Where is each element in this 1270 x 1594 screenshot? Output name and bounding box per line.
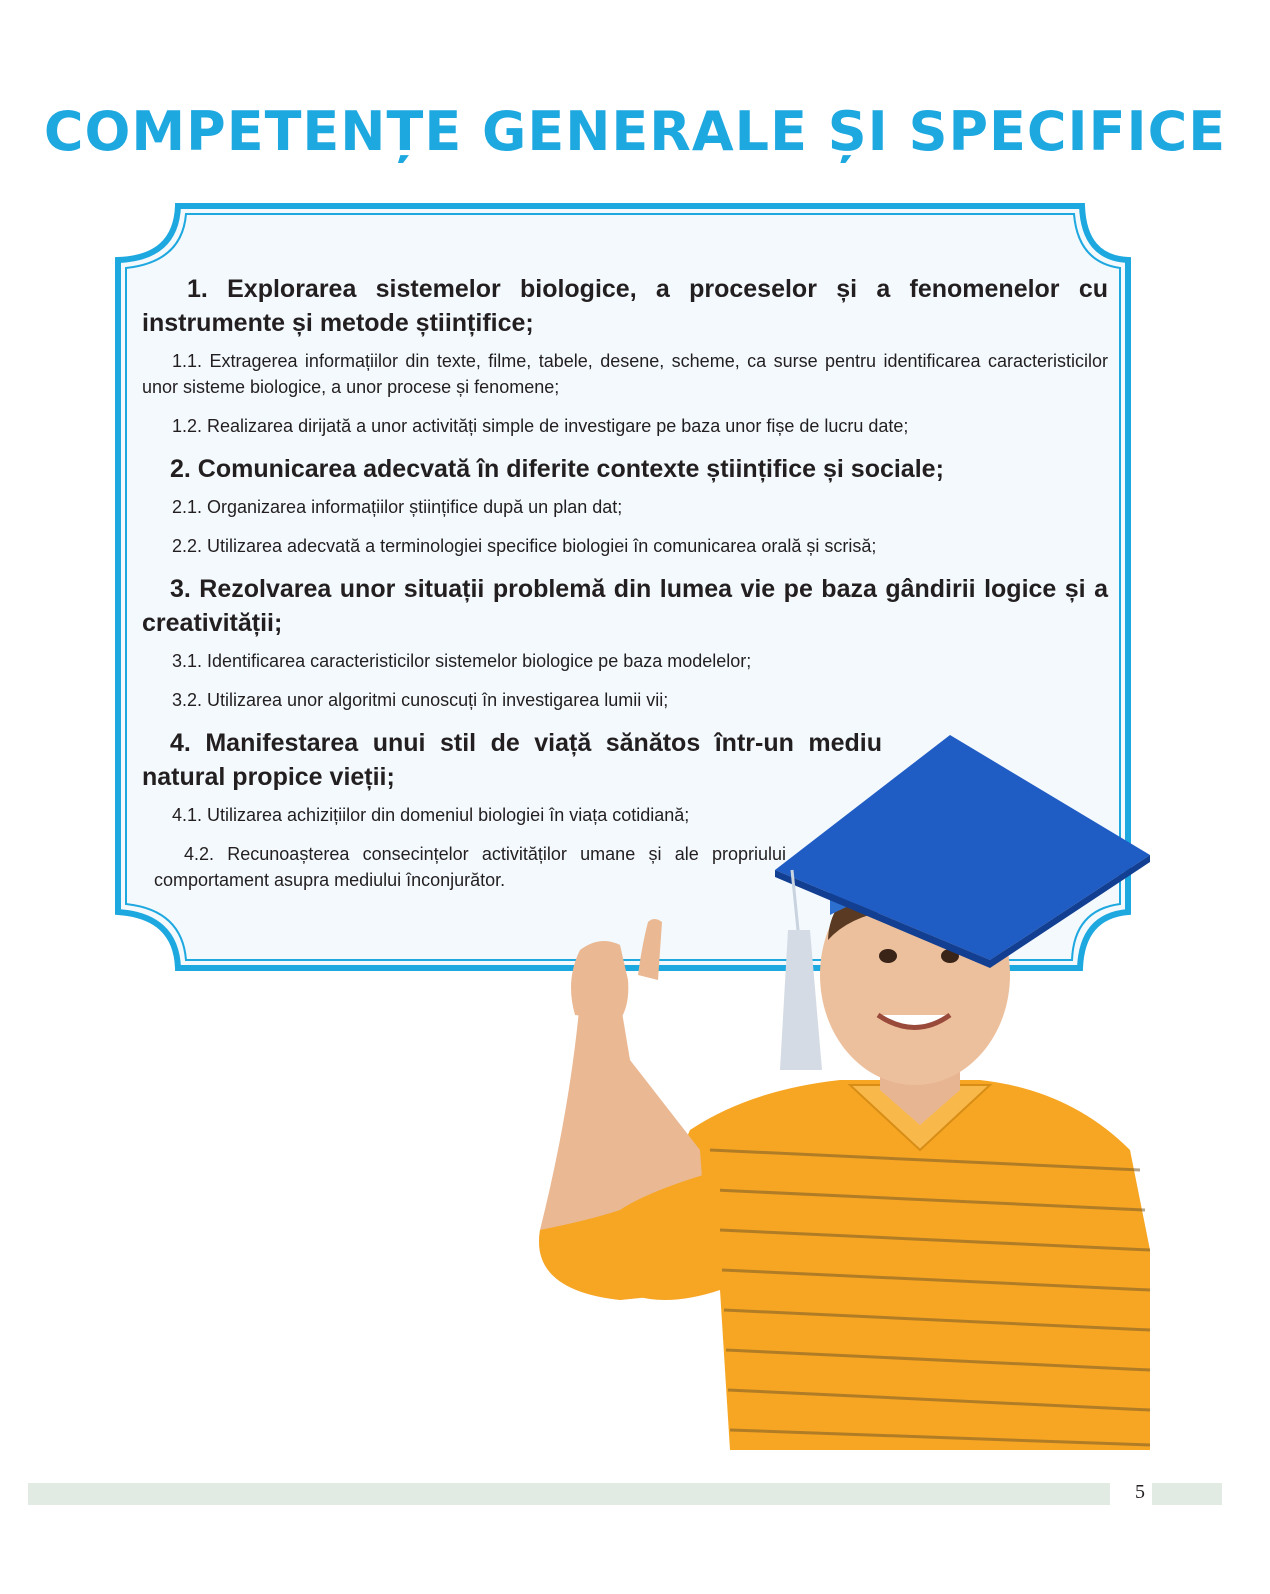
section-heading: 3. Rezolvarea unor situații problemă din lumea vie pe baza gândirii logice și a creativității; [142, 575, 1108, 637]
competency-item: 2.2. Utilizarea adecvată a terminologiei specifice biologiei în comunicarea orală și scrisă; [172, 536, 877, 556]
competency-item: 4.1. Utilizarea achizițiilor din domeniul biologiei în viața cotidiană; [172, 805, 690, 825]
competency-item: 1.2. Realizarea dirijată a unor activități simple de investigare pe baza unor fișe de lucru date; [172, 416, 909, 436]
competency-item: 2.1. Organizarea informațiilor științifice după un plan dat; [172, 497, 623, 517]
competency-item: 3.2. Utilizarea unor algoritmi cunoscuți în investigarea lumii vii; [172, 690, 669, 710]
section-heading: 2. Comunicarea adecvată în diferite contexte științifice și sociale; [170, 455, 944, 483]
page-title: COMPETENȚE GENERALE ȘI SPECIFICE [43, 100, 1227, 163]
competency-item: 4.2. Recunoașterea consecințelor activităților umane și ale propriului comportament asupra mediului înconjurător. [154, 844, 786, 890]
section-heading: 4. Manifestarea unui stil de viață sănătos într-un mediu natural propice vieții; [142, 729, 882, 791]
student-illustration [510, 730, 1170, 1455]
section-heading: 1. Explorarea sistemelor biologice, a proceselor și a fenomenelor cu instrumente și metode științifice; [142, 275, 1108, 337]
footer-bar [28, 1483, 1110, 1505]
competency-item: 1.1. Extragerea informațiilor din texte, filme, tabele, desene, scheme, ca surse pentru identificarea caracteristicilor unor sisteme biologice, a unor procese și fenomene; [142, 351, 1108, 397]
footer-bar [1152, 1483, 1222, 1505]
competency-item: 3.1. Identificarea caracteristicilor sistemelor biologice pe baza modelelor; [172, 651, 752, 671]
page-number: 5 [1135, 1481, 1145, 1503]
